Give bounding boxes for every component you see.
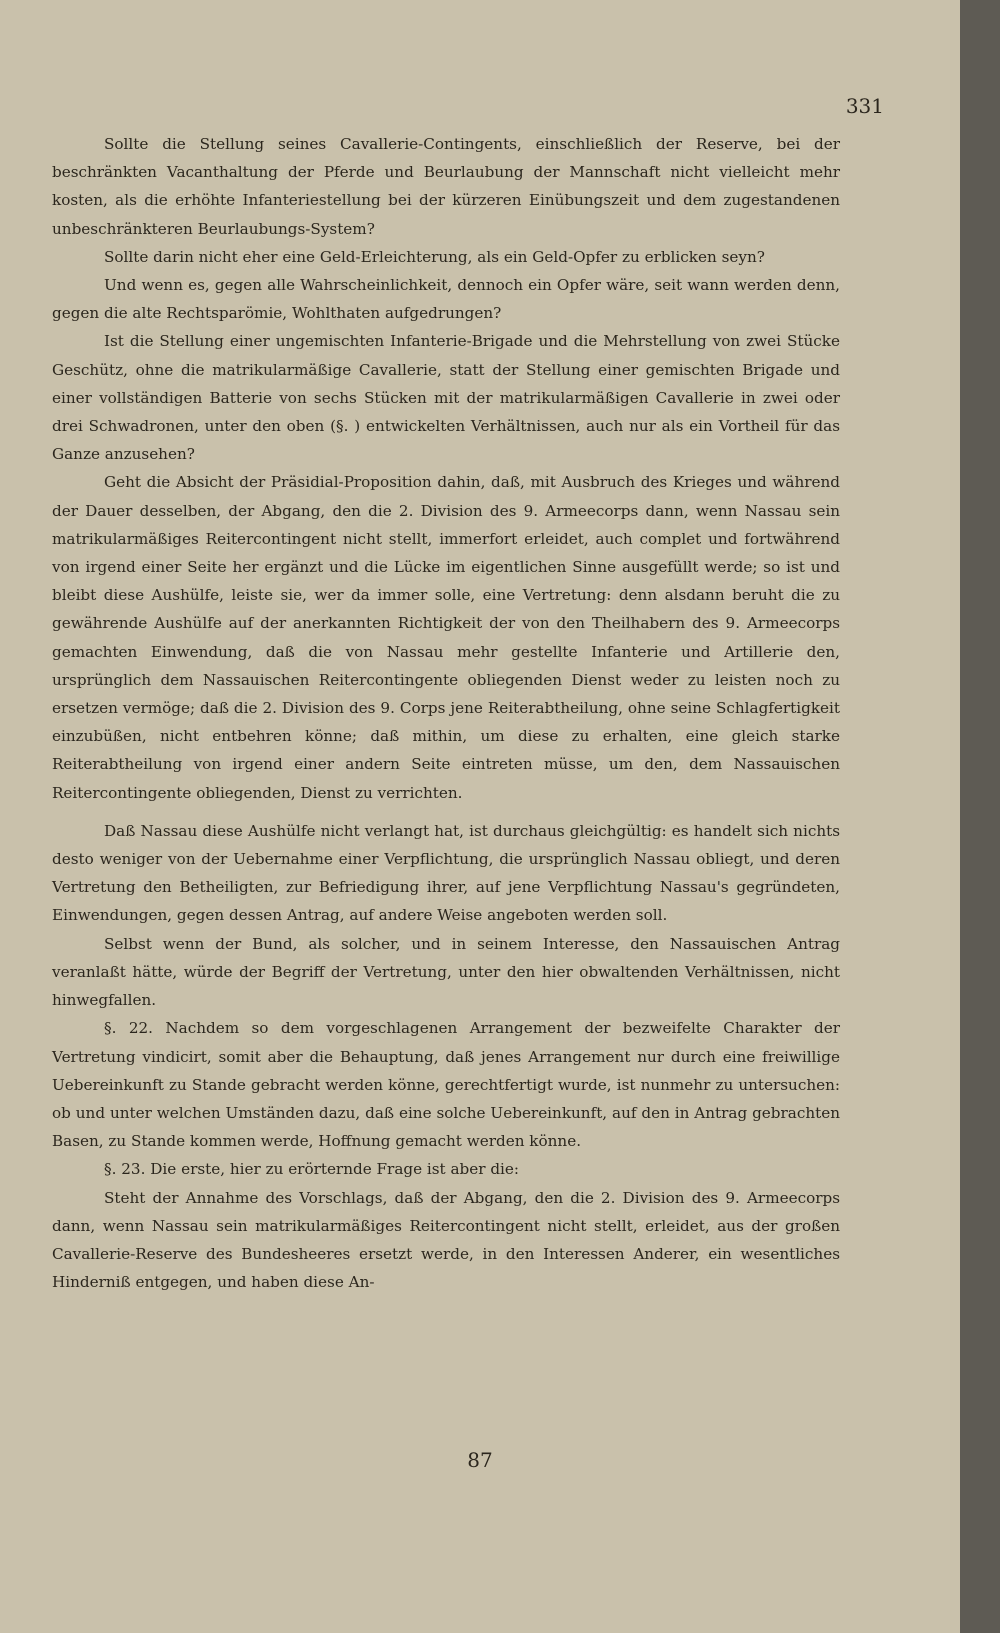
paragraph: Daß Nassau diese Aushülfe nicht verlangt hat, ist durchaus gleichgültig: es handelt sich nichts desto weniger von der Uebernahme einer Verpflichtung, die ursprünglich Nassau obliegt, und deren Vertretung den Betheiligten, zur Befriedigung ihrer, auf jene Verpflichtung Nassau's gegründeten, Einwendungen, gegen dessen Antrag, auf andere Weise angeboten werden soll. — [52, 821, 840, 925]
paragraph: Sollte darin nicht eher eine Geld-Erleichterung, als ein Geld-Opfer zu erblicken seyn? — [104, 247, 765, 266]
paragraph: Selbst wenn der Bund, als solcher, und in seinem Interesse, den Nassauischen Antrag veranlaßt hätte, würde der Begriff der Vertretung, unter den hier obwaltenden Verhältnissen, nicht hinwegfallen. — [52, 934, 840, 1010]
paragraph: Sollte die Stellung seines Cavallerie-Contingents, einschließlich der Reserve, bei der beschränkten Vacanthaltung der Pferde und Beurlaubung der Mannschaft nicht vielleicht mehr kosten, als die erhöhte Infanteriestellung bei der kürzeren Einübungszeit und dem zugestandenen unbeschränkteren Beurlaubungs-System? — [52, 135, 840, 238]
paragraph: Geht die Absicht der Präsidial-Proposition dahin, daß, mit Ausbruch des Krieges und während der Dauer desselben, der Abgang, den die 2. Division des 9. Armeecorps dann, wenn Nassau sein matrikularmäßiges Reitercontingent nicht stellt, immerfort erleidet, auch complet und fortwährend von irgend einer Seite her ergänzt und die Lücke im eigentlichen Sinne ausgefüllt werde; so ist und bleibt diese Aushülfe, leiste sie, wer da immer solle, eine Vertretung: denn alsdann beruht die zu gewährende Aushülfe auf der anerkannten Richtigkeit der von den Theilhabern des 9. Armeecorps gemachten Einwendung, daß die von Nassau mehr gestellte Infanterie und Artillerie den, ursprünglich dem Nassauischen Reitercontingente obliegenden Dienst weder zu leisten noch zu ersetzen vermöge; daß die 2. Division des 9. Corps jene Reiterabtheilung, ohne seine Schlagfertigkeit einzubüßen, nicht entbehren könne; daß mithin, um diese zu erhalten, eine gleich starke Reiterabtheilung von irgend einer andern Seite eintreten müsse, um den, dem Nassauischen Reitercontingente obliegenden, Dienst zu verrichten. — [52, 473, 840, 802]
body-text — [52, 130, 840, 1296]
printer-signature: 87 — [467, 1448, 493, 1472]
paragraph: Ist die Stellung einer ungemischten Infanterie-Brigade und die Mehrstellung von zwei Stücke Geschütz, ohne die matrikularmäßige Cavallerie, statt der Stellung einer gemischten Brigade und einer vollständigen Batterie von sechs Stücken mit der matrikularmäßigen Cavallerie in zwei oder drei Schwadronen, unter den oben (§. ) entwickelten Verhältnissen, auch nur als ein Vortheil für das Ganze anzusehen? — [52, 332, 840, 464]
page-number: 331 — [845, 94, 884, 118]
section-23: §. 23. Die erste, hier zu erörternde Frage ist aber die: — [104, 1160, 520, 1179]
section-22: §. 22. Nachdem so dem vorgeschlagenen Arrangement der bezweifelte Charakter der Vertretung vindicirt, somit aber die Behauptung, daß jenes Arrangement nur durch eine freiwillige Uebereinkunft zu Stande gebracht werden könne, gerechtfertigt wurde, ist nunmehr zu untersuchen: ob und unter welchen Umständen dazu, daß eine solche Uebereinkunft, auf den in Antrag gebrachten Basen, zu Stande kommen werde, Hoffnung gemacht werden könne. — [52, 1019, 840, 1151]
paragraph: Und wenn es, gegen alle Wahrscheinlichkeit, dennoch ein Opfer wäre, seit wann werden denn, gegen die alte Rechtsparömie, Wohlthaten aufgedrungen? — [52, 276, 840, 323]
paragraph: Steht der Annahme des Vorschlags, daß der Abgang, den die 2. Division des 9. Armeecorps dann, wenn Nassau sein matrikularmäßiges Reitercontingent nicht stellt, erleidet, aus der großen Cavallerie-Reserve des Bundesheeres ersetzt werde, in den Interessen Anderer, ein wesentliches Hinderniß entgegen, und haben diese An- — [52, 1188, 840, 1292]
